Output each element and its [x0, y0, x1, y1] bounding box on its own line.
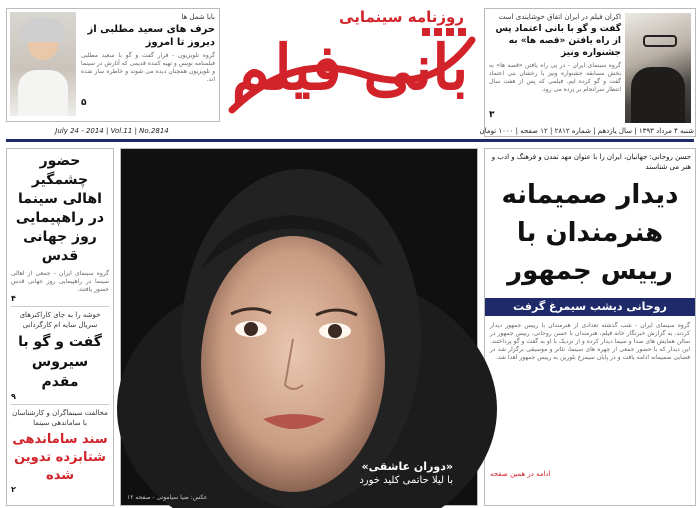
story3-ref: ۲ [11, 485, 16, 494]
left-teaser-body: گروه تلویزیون - فرار گفت و گو با سعید مطلبی فیلمنامه نویس و تهیه کننده قدیمی که آثارش در سینما و تلویزیون همچنان دیده می شوند و خاطره ساز شده اند. [81, 52, 215, 83]
issue-fa: شماره ۲۸۱۲ [554, 127, 591, 135]
main-body: گروه سینمای ایران - شب گذشته تعدادی از هنرمندان با رییس جمهور دیدار کردند. به گزارش خبرنگار خانه فیلم، هنرمندان با حسن روحانی، رییس جمهور در سالن همایش های صدا و سیما دیدار کرده و از نزدیک با او به گفت و گو پرداختند. این دیدار که با حضور جمعی از چهره های سینما، تئاتر و موسیقی برگزار شد در فضایی صمیمانه ادامه یافت و در پایان سیمرغ بلورین به رییس جمهور اهدا شد. [490, 322, 690, 361]
story2-ref: ۹ [11, 392, 16, 401]
story2-kicker: خوشه را به جای کاراکترهای سریال سایه ام کارگردانی [19, 311, 101, 329]
story1-ref: ۴ [11, 294, 16, 303]
date-en: July 24 - 2014 [55, 127, 104, 135]
main-story[interactable] [484, 148, 696, 506]
main-strap: روحانی دیشب سیمرغ گرفت [485, 298, 695, 316]
masthead-rule [6, 139, 694, 142]
teaser-headline[interactable]: گفت و گو با بانی اعتماد پس از راه یافتن «قصه ها» به جشنواره ونیز [495, 24, 621, 58]
pages-fa: ۱۲ صفحه [520, 127, 548, 135]
feature-caption-box [297, 459, 453, 488]
main-continue[interactable]: ادامه در همین صفحه [490, 470, 551, 478]
masthead [222, 8, 478, 120]
portrait-photo [10, 12, 76, 116]
story1-headline[interactable]: حضور چشمگیر اهالی سینما در راهپیمایی روز جهانی قدس [15, 153, 105, 264]
story3-kicker: مخالفت سینماگران و کارشناسان با ساماندهی سینما [12, 409, 108, 427]
portrait-illustration [121, 149, 477, 505]
divider [11, 306, 109, 307]
story3-headline[interactable]: سند ساماندهی شتابزده تدوین شده [12, 432, 108, 483]
feature-credit: عکس: ضیا سیامونی - صفحه ۱۲ [127, 494, 208, 501]
english-date-strip: July 24 - 2014 | Vol.11 | No.2814 [55, 127, 169, 135]
vol-en: Vol.11 [110, 127, 133, 135]
top-left-teaser[interactable] [6, 8, 220, 122]
teaser-photo [625, 13, 691, 123]
date-strip: شنبه ۴ مرداد ۱۳۹۳ | سال یازدهم | شماره ۲۸۱۲ | ۱۲ صفحه | ۱۰۰۰ تومان [479, 127, 694, 135]
photo-feature[interactable] [120, 148, 478, 506]
main-byline: حسن روحانی: جهانیان، ایران را با عنوان مهد تمدن و فرهنگ و ادب و هنر می شناسند [491, 153, 691, 171]
divider [11, 404, 109, 405]
year-fa: سال یازدهم [597, 127, 633, 135]
teaser-kicker: اکران فیلم در ایران اتفاق خوشایندی است [498, 13, 621, 21]
price-fa: ۱۰۰۰ تومان [479, 127, 514, 135]
left-column [6, 148, 114, 506]
main-headline[interactable]: دیدار صمیمانه هنرمندان با رییس جمهور [501, 180, 679, 286]
masthead-logo-text [222, 22, 478, 120]
glasses-icon [643, 35, 677, 47]
story2-headline[interactable]: گفت و گو با سیروس مقدم [18, 334, 102, 390]
feature-title: «دوران عاشقی» [361, 460, 453, 473]
date-fa: شنبه ۴ مرداد ۱۳۹۳ [638, 127, 694, 135]
story1-body: گروه سینمای ایران - جمعی از اهالی سینما در راهپیمایی روز جهانی قدس حضور یافتند. [11, 270, 109, 293]
left-teaser-page-ref: ۵ [81, 98, 87, 108]
teaser-body: گروه سینمای ایران - در پی راه یافتن «قصه ها» به بخش مسابقه جشنواره ونیز با رخشان بنی اعتماد گفت و گو کرده ایم. فیلمی که پس از هفت سال انتظار سرانجام بر پرده می رود. [489, 62, 621, 93]
left-teaser-headline[interactable]: حرف های سعید مطلبی از دیروز تا امروز [87, 24, 215, 48]
no-en: No.2814 [139, 127, 169, 135]
left-teaser-kicker: بابا شمل ها [181, 13, 215, 21]
teaser-page-ref: ۳ [489, 110, 495, 120]
top-right-teaser[interactable] [479, 8, 696, 137]
masthead-subtitle: روزنامه سینمایی [339, 8, 464, 26]
masthead-title: بانی فیلم [231, 31, 469, 104]
feature-caption: با لیلا حاتمی کلید خورد [359, 475, 453, 486]
